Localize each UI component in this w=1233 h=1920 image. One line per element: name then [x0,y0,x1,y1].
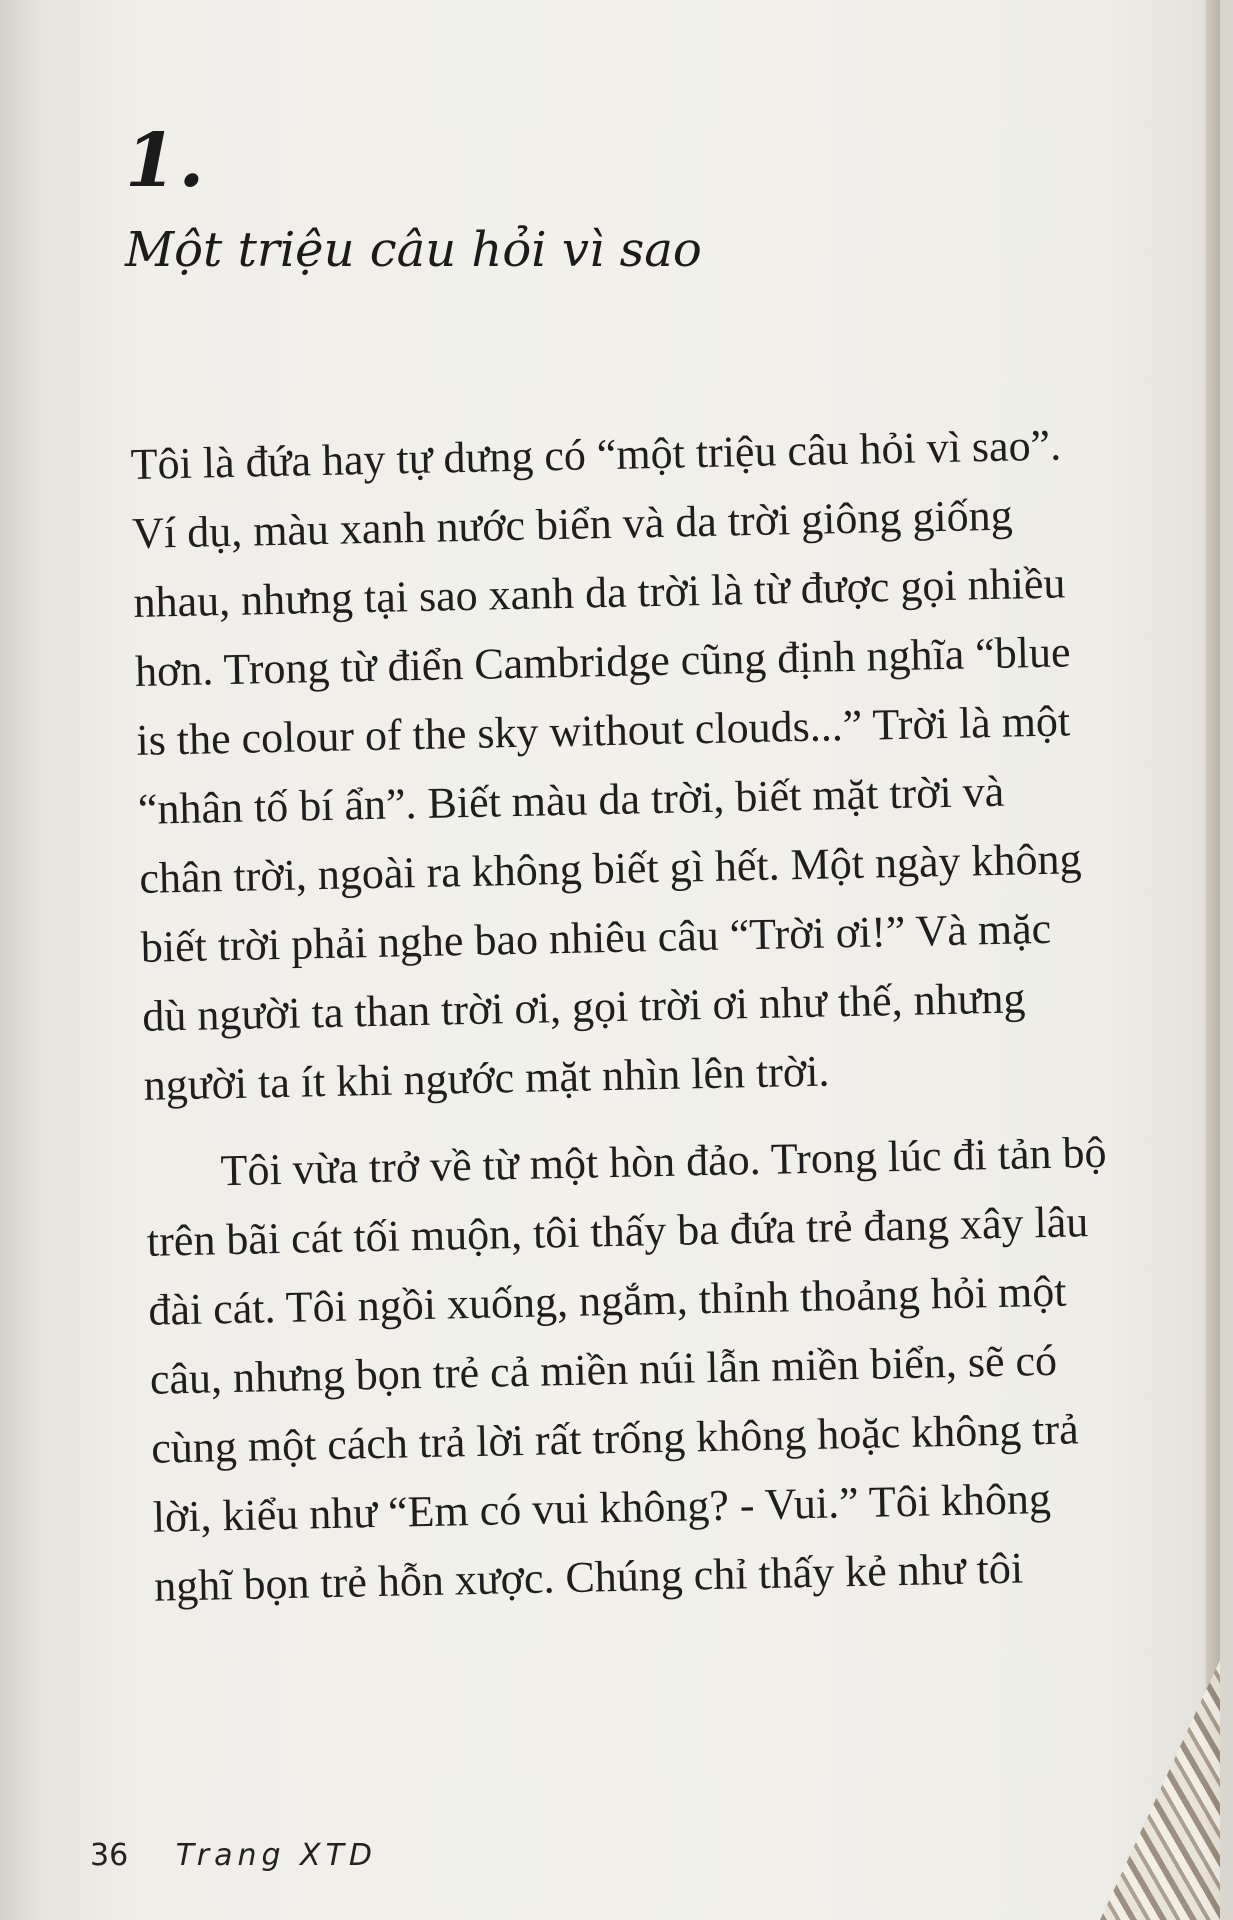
text-line: trên bãi cát tối muộn, tôi thấy ba đứa trẻ đang xây lâu [146,1197,1089,1266]
text-line: “nhân tố bí ẩn”. Biết màu da trời, biết mặt trời và [137,766,1005,834]
running-head: Trang XTD [175,1838,378,1873]
text-line: người ta ít khi ngước mặt nhìn lên trời. [143,1046,830,1110]
text-line: Tôi là đứa hay tự dưng có “một triệu câu hỏi vì sao”. [130,420,1062,489]
chapter-body [130,408,1195,1621]
page-edge-shadow [1206,0,1220,1920]
text-line: Ví dụ, màu xanh nước biển và da trời giông giống [131,490,1014,558]
text-line: đài cát. Tôi ngồi xuống, ngắm, thỉnh thoảng hỏi một [147,1266,1067,1335]
text-line: chân trời, ngoài ra không biết gì hết. Một ngày không [138,834,1082,903]
text-line: biết trời phải nghe bao nhiêu câu “Trời ơi!” Và mặc [140,903,1052,972]
text-line: is the colour of the sky without clouds...” Trời là một [135,696,1071,765]
text-line: nghĩ bọn trẻ hỗn xược. Chúng chỉ thấy kẻ như tôi [153,1543,1024,1611]
paragraph [130,408,1184,1120]
chapter-title: Một triệu câu hỏi vì sao [125,222,702,278]
text-line: Tôi vừa trở về từ một hòn đảo. Trong lúc đi tản bộ [220,1127,1107,1196]
page-number: 36 [90,1838,129,1873]
page-footer [90,1838,377,1873]
chapter-number: 1. [125,118,207,204]
text-line: câu, nhưng bọn trẻ cả miền núi lẫn miền biển, sẽ có [149,1335,1058,1404]
text-line: cùng một cách trả lời rất trống không hoặc không trả [150,1404,1080,1473]
text-line: dù người ta than trời ơi, gọi trời ơi như thế, nhưng [141,973,1026,1041]
text-line: lời, kiểu như “Em có vui không? - Vui.” Tôi không [152,1473,1052,1542]
paragraph [145,1116,1195,1621]
text-line: nhau, nhưng tại sao xanh da trời là từ được gọi nhiều [133,558,1066,627]
background-basket-weave [1100,1660,1220,1920]
text-line: hơn. Trong từ điển Cambridge cũng định nghĩa “blue [134,627,1071,696]
